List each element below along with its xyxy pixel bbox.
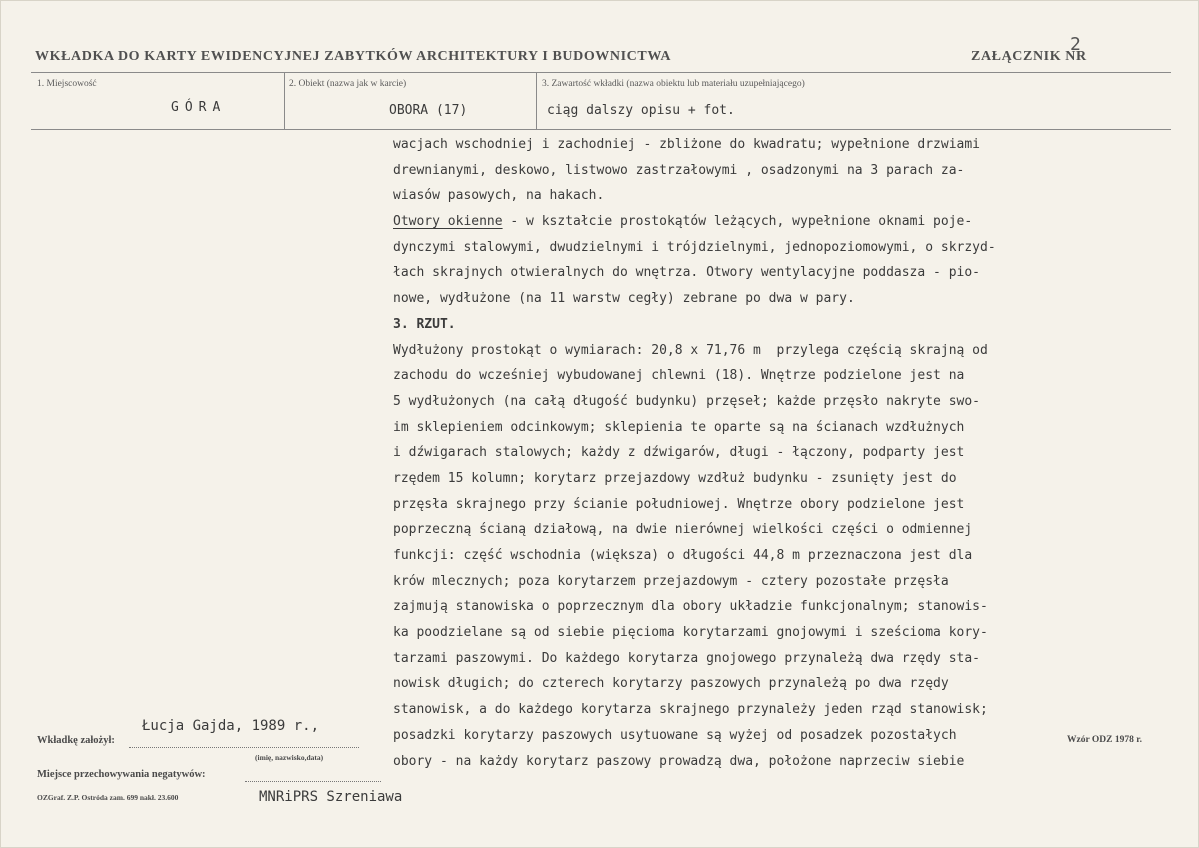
windows-heading: Otwory okienne — [393, 214, 503, 230]
institution-name: MNRiPRS Szreniawa — [259, 789, 403, 805]
text-line: przęsła skrajnego przy ścianie południowej. Wnętrze obory podzielone jest — [393, 496, 965, 512]
description-text — [393, 132, 1165, 774]
object-value: OBORA (17) — [389, 103, 468, 118]
annex-number: 2 — [1070, 34, 1081, 55]
field-divider-2 — [536, 72, 537, 129]
header-rule-top — [31, 72, 1171, 73]
text-line: zajmują stanowiska o poprzecznym dla obory układzie funkcjonalnym; stanowis- — [393, 599, 988, 615]
content-label: 3. Zawartość wkładki (nazwa obiektu lub materiału uzupełniającego) — [542, 79, 805, 89]
text-line: nowe, wydłużone (na 11 warstw cegły) zebrane po dwa w pary. — [393, 291, 855, 307]
author-hint: (imię, nazwisko,data) — [255, 753, 324, 762]
form-code: Wzór ODZ 1978 r. — [1067, 735, 1142, 745]
text-line: 5 wydłużonych (na całą długość budynku) przęseł; każde przęsło nakryte swo- — [393, 393, 980, 409]
field-divider-1 — [284, 72, 285, 129]
text-line: i dźwigarach stalowych; każdy z dźwigarów, długi - łączony, podparty jest — [393, 445, 965, 461]
text-line: drewnianymi, deskowo, listwowo zastrzałowymi , osadzonymi na 3 parach za- — [393, 162, 965, 178]
negatives-label: Miejsce przechowywania negatywów: — [37, 769, 206, 780]
annex-label: ZAŁĄCZNIK NR — [971, 49, 1087, 64]
author-value: Łucja Gajda, 1989 r., — [142, 718, 320, 734]
header-rule-bottom — [31, 129, 1171, 130]
text-line: nowisk długich; do czterech korytarzy paszowych przynależą po dwa rzędy — [393, 676, 949, 692]
text-line: łach skrajnych otwieralnych do wnętrza. Otwory wentylacyjne poddasza - pio- — [393, 265, 980, 281]
text-line: poprzeczną ścianą działową, na dwie nierównej wielkości części o odmiennej — [393, 522, 973, 538]
text-line: im sklepieniem odcinkowym; sklepienia te oparte są na ścianach wzdłużnych — [393, 419, 965, 435]
object-label: 2. Obiekt (nazwa jak w karcie) — [289, 79, 407, 89]
text-line: obory - na każdy korytarz paszowy prowadzą dwa, położone naprzeciw siebie — [393, 753, 965, 769]
content-value: ciąg dalszy opisu + fot. — [547, 103, 735, 118]
text-line: zachodu do wcześniej wybudowanej chlewni (18). Wnętrze podzielone jest na — [393, 368, 965, 384]
print-info: OZGraf. Z.P. Ostróda zam. 699 nakł. 23.600 — [37, 793, 179, 802]
text-line: Wydłużony prostokąt o wymiarach: 20,8 x 71,76 m przylega częścią skrajną od — [393, 342, 988, 358]
text-line — [393, 209, 1165, 235]
text-line: krów mlecznych; poza korytarzem przejazdowym - cztery pozostałe przęsła — [393, 573, 949, 589]
negatives-dotted-line — [245, 781, 381, 782]
form-title: WKŁADKA DO KARTY EWIDENCYJNEJ ZABYTKÓW ARCHITEKTURY I BUDOWNICTWA — [35, 49, 672, 64]
text-fragment: - w kształcie prostokątów leżących, wypełnione oknami poje- — [502, 214, 973, 230]
text-line: wacjach wschodniej i zachodniej - zbliżone do kwadratu; wypełnione drzwiami — [393, 137, 980, 152]
text-line: tarzami paszowymi. Do każdego korytarza gnojowego przynależą dwa rzędy sta- — [393, 650, 980, 666]
locality-value: GÓRA — [171, 100, 227, 115]
text-line: ka poodzielane są od siebie pięcioma korytarzami gnojowymi i sześcioma kory- — [393, 625, 988, 641]
locality-label: 1. Miejscowość — [37, 79, 97, 89]
text-line: rzędem 15 kolumn; korytarz przejazdowy wzdłuż budynku - zsunięty jest do — [393, 470, 957, 486]
text-line: wiasów pasowych, na hakach. — [393, 188, 605, 204]
author-dotted-line — [129, 747, 359, 748]
text-line: funkcji: część wschodnia (większa) o długości 44,8 m przeznaczona jest dla — [393, 548, 973, 563]
author-label: Wkładkę założył: — [37, 735, 115, 746]
text-line: posadzki korytarzy paszowych usytuowane są wyżej od posadzek pozostałych — [393, 727, 957, 743]
text-line: dynczymi stalowymi, dwudzielnymi i trójdzielnymi, jednopoziomowymi, o skrzyd- — [393, 239, 996, 255]
section-heading: 3. RZUT. — [393, 316, 456, 332]
text-line: stanowisk, a do każdego korytarza skrajnego przynależy jeden rząd stanowisk; — [393, 702, 988, 718]
